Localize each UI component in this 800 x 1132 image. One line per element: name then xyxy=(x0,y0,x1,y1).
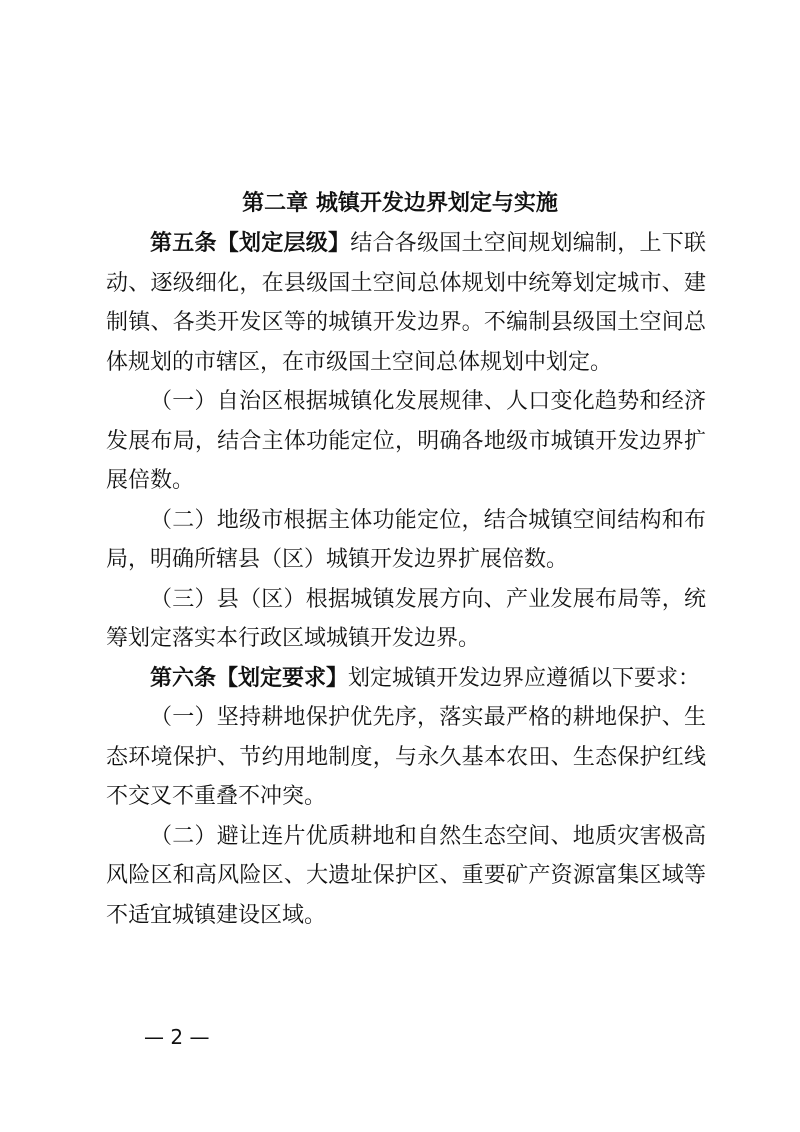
paragraph-article-5 xyxy=(106,224,706,382)
paragraph-article-6 xyxy=(106,659,706,699)
paragraph-text: （一）坚持耕地保护优先序，落实最严格的耕地保护、生态环境保护、节约用地制度，与永久基本农田、生态保护红线不交叉不重叠不冲突。 xyxy=(106,705,706,809)
page-number: — 2 — xyxy=(144,1025,210,1049)
paragraph-item-2 xyxy=(106,501,706,580)
paragraph-text: （一）自治区根据城镇化发展规律、人口变化趋势和经济发展布局，结合主体功能定位，明确各地级市城镇开发边界扩展倍数。 xyxy=(106,389,706,493)
paragraph-item-3 xyxy=(106,580,706,659)
paragraph-item-2 xyxy=(106,817,706,936)
document-body xyxy=(106,224,706,935)
paragraph-text: （二）地级市根据主体功能定位，结合城镇空间结构和布局，明确所辖县（区）城镇开发边界扩展倍数。 xyxy=(106,507,706,572)
chapter-title: 第二章 城镇开发边界划定与实施 xyxy=(242,191,558,216)
paragraph-text: 划定城镇开发边界应遵循以下要求： xyxy=(348,665,701,691)
paragraph-item-1 xyxy=(106,698,706,817)
article-heading: 第六条【划定要求】 xyxy=(150,665,349,691)
article-heading: 第五条【划定层级】 xyxy=(150,231,351,256)
paragraph-item-1 xyxy=(106,382,706,501)
paragraph-text: 结合各级国土空间规划编制，上下联动、逐级细化，在县级国土空间总体规划中统筹划定城市、建制镇、各类开发区等的城镇开发边界。不编制县级国土空间总体规划的市辖区，在市级国土空间总体规划中划定。 xyxy=(106,231,706,375)
paragraph-text: （二）避让连片优质耕地和自然生态空间、地质灾害极高风险区和高风险区、大遗址保护区、重要矿产资源富集区域等不适宜城镇建设区域。 xyxy=(106,823,706,928)
paragraph-text: （三）县（区）根据城镇发展方向、产业发展布局等，统筹划定落实本行政区域城镇开发边界。 xyxy=(106,586,706,651)
